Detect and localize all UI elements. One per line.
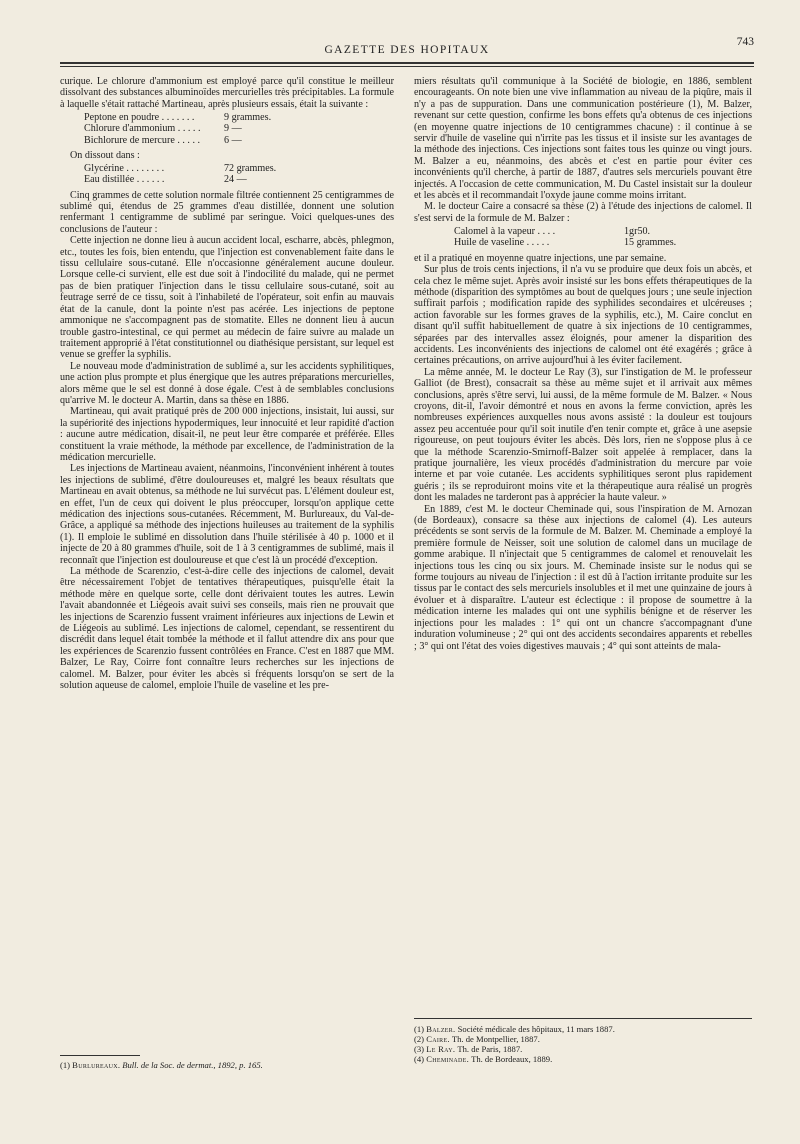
footnote-ref: Bull. de la Soc. de dermat., 1892, p. 165. [122,1060,263,1070]
formula-line [414,237,752,248]
footnote-number: (1) [414,1024,425,1034]
ingredient: Calomel à la vapeur . . . . [454,226,556,238]
footnote: (1) Burlureaux. Bull. de la Soc. de dermat., 1892, p. 165. [60,1060,263,1070]
footnote-number: (4) [414,1054,425,1064]
footnote-rule [60,1055,140,1056]
formula-solvent [60,163,394,185]
right-column [414,76,752,652]
ingredient: Eau distillée . . . . . . [84,174,165,186]
paragraph: M. le docteur Caire a consacré sa thèse (2) à l'étude des injections de calomel. Il s'est servi de la formule de M. Balzer : [414,201,752,224]
paragraph: On dissout dans : [70,149,140,161]
quantity: 9 grammes. [224,112,272,124]
formula-line [60,123,394,134]
paragraph: miers résultats qu'il communique à la Société de biologie, en 1886, semblent encourageants. On note bien une vive inflammation au niveau de la piqûre, mais il n'y a pas de suppuration. Dans une communication postérieure (1), M. Balzer, revenant sur cette question, confirme les bons effets qu'a obtenus de ces injections (en moyenne quatre injections de 10 centigrammes chacune) : il continue à se servir d'huile de vaseline qui n'irrite pas les tissus et il insiste sur les avantages de la méthode des injections. Ces injections sont faites tous les quinze ou vingt jours. M. Balzer a eu, néanmoins, des abcès et c'est en partie pour éviter ces inconvénients qu'il cherche, à partir de 1887, d'autres sels mercuriels pouvant être injectés. A l'occasion de cette communication, M. Du Castel insistait sur la douleur et les abcès et il recommandait l'oxyde jaune comme moins irritant. [414,76,752,202]
ingredient: Bichlorure de mercure . . . . . [84,134,201,146]
footnote [414,1044,752,1054]
left-column [60,76,394,692]
paragraph: Cette injection ne donne lieu à aucun accident local, escharre, abcès, phlegmon, etc., toutes les fois, bien entendu, que l'injection est convenablement faite dans le tissu cellulaire sous-cutané. Elle n'occasionne généralement aucune douleur. Lorsque celle-ci survient, elle est due soit à l'indocilité du malade, qui ne permet pas de bien pratiquer l'injection dans le tissu cellulaire sous-cutané, soit au feutrage serré de ce tissu, soit à l'inhabileté de l'opérateur, soit enfin au mauvais état de la canule, dont la pointe n'est pas acérée. Les injections de peptone ammonique ne s'accompagnent pas de stomatite. Elles ne donnent lieu à aucun trouble gastro-intestinal, ce qui permet au médecin de faire suivre au malade un traitement approprié à l'état constitutionnel ou diathésique persistant, sur lequel est venue se greffer la syphilis. [60,235,394,361]
paragraph: Les injections de Martineau avaient, néanmoins, l'inconvénient inhérent à toutes les injections de sublimé, d'être douloureuses et, malgré les beaux résultats que Martineau en avait obtenus, sa méthode ne lui survécut pas. L'élément douleur est, en effet, l'un de ceux qui doivent le plus préoccuper, lorsqu'on applique cette médication des injections sous-cutanées. Récemment, M. Burlureaux, du Val-de-Grâce, a appliqué sa méthode des injections huileuses au traitement de la syphilis (1). Il emploie le sublimé en dissolution dans l'huile stérilisée à 40 p. 1000 et il injecte de 20 à 80 grammes d'huile, soit de 1 à 3 centigrammes de sublimé, mais il reconnaît que l'injection est douloureuse et que c'est là un procédé d'exception. [60,463,394,566]
footnote-ref: Th. de Paris, 1887. [457,1044,523,1054]
footnote-author: Le Ray. [426,1044,456,1054]
footnote-ref: Th. de Bordeaux, 1889. [471,1054,553,1064]
ingredient: Huile de vaseline . . . . . [454,237,550,249]
header-rule [60,62,754,64]
formula-line [414,226,752,237]
footnote-ref: Société médicale des hôpitaux, 11 mars 1887. [457,1024,615,1034]
quantity: 6 — [224,134,242,146]
page-header [60,36,754,64]
paragraph: Sur plus de trois cents injections, il n'a vu se produire que deux fois un abcès, et cela chez le même sujet. Après avoir insisté sur les bons effets thérapeutiques de la méthode (disparition des symptômes au bout de quelques jours ; une seule injection suffirait parfois ; modification rapide des syphilides secondaires et ulcéreuses ; action favorable sur les formes graves de la syphilis, etc.), M. Caire conclut en disant qu'il suffit habituellement de quatre à six injections de 10 centigrammes, séparées par des intervalles assez éloignés, pour amener la disparition des accidents. Les inconvénients des injections de calomel ont été exagérés ; grâce à certaines précautions, on arrive aujourd'hui à les éviter facilement. [414,264,752,367]
footnote-rule [414,1018,752,1019]
quantity: 24 — [224,174,247,186]
formula-balzer [414,226,752,248]
footnote-author: Balzer. [426,1024,456,1034]
formula-line [60,174,394,185]
formula-line [60,112,394,123]
formula-martineau [60,112,394,146]
footnote [414,1024,752,1034]
ingredient: Chlorure d'ammonium . . . . . [84,123,201,135]
paragraph: curique. Le chlorure d'ammonium est employé parce qu'il constitue le meilleur dissolvant des substances albuminoïdes mercurielles très précipitables. La formule à laquelle s'était rattaché Martineau, après plusieurs essais, était la suivante : [60,76,394,110]
quantity: 15 grammes. [624,237,677,249]
footnote-author: Cheminade. [426,1054,470,1064]
running-title: GAZETTE DES HOPITAUX [324,44,490,56]
ingredient: Glycérine . . . . . . . . [84,163,165,175]
paragraph: La méthode de Scarenzio, c'est-à-dire celle des injections de calomel, devait être nécessairement l'objet de tentatives thérapeutiques, puisqu'elle était la méthode mère en quelque sorte, celle dont dérivaient toutes les autres. Lewin l'avait abandonnée et Liégeois avait suivi ses conseils, mais rien ne prouvait que les injections de Scarenzio fussent vraiment inférieures aux injections de Lewin et de Liégeois au sublimé. Les injections de calomel, cependant, se ressentirent du discrédit dans lequel était tombée la méthode et il fallut attendre dix ans pour que les expériences de Scarenzio fussent contrôlées en France. C'est en 1887 que MM. Balzer, Le Ray, Coirre font connaître leurs recherches sur les injections de calomel. M. Balzer, pour éviter les abcès si fréquents lorsqu'on se sert de la solution aqueuse de calomel, emploie l'huile de vaseline et les pre- [60,566,394,692]
page-number: 743 [736,36,754,48]
footnote-ref: Th. de Montpellier, 1887. [451,1034,540,1044]
paragraph: Le nouveau mode d'administration de sublimé a, sur les accidents syphilitiques, une action plus prompte et plus énergique que les autres préparations mercurielles, alors même que le sel est donné à dose égale. C'est à de semblables conclusions qu'arrive M. le docteur A. Martin, dans sa thèse en 1886. [60,360,394,406]
footnote [414,1054,752,1064]
header-rule-thin [60,66,754,67]
formula-line [60,163,394,174]
formula-line [60,135,394,146]
paragraph: Martineau, qui avait pratiqué près de 200 000 injections, insistait, lui aussi, sur la supériorité des injections hypodermiques, leur innocuité et leur rapidité d'action : aucune autre médication, disait-il, ne peut leur être comparée et préférée. Elles constituent la vraie méthode, la méthode par excellence, de l'administration de la médication mercurielle. [60,406,394,463]
paragraph: Cinq grammes de cette solution normale filtrée contiennent 25 centigrammes de sublimé qui, étendus de 25 grammes d'eau distillée, donnent une solution renfermant 1 centigramme de sublimé par seringue. Voici quelques-unes des conclusions de l'auteur : [60,189,394,235]
footnotes-left [60,1055,394,1070]
footnote-number: (3) [414,1044,425,1054]
quantity: 72 grammes. [224,163,277,175]
footnote-number: (2) [414,1034,425,1044]
paragraph: En 1889, c'est M. le docteur Cheminade qui, sous l'inspiration de M. Arnozan (de Bordeaux), consacre sa thèse aux injections de calomel (4). Les auteurs précédents se sont servis de la formule de M. Balzer. M. Cheminade a employé la première formule de Neisser, soit une solution de calomel dans un mucilage de gomme arabique. Il n'injectait que 5 centigrammes de calomel et renouvelait les injections tous les cinq ou six jours. M. Cheminade insiste sur le nodus qui se forme toujours au niveau de l'injection : il est dû à l'action irritante produite sur les tissus par le contact des sels mercuriels insolubles et il met une quinzaine de jours à évoluer et à disparaître. L'auteur est éclectique : il propose de soumettre à la médication interne les malades qui ont une syphilis bénigne et de réserver les injections pour les malades : 1° qui ont un chancre s'accompagnant d'une induration volumineuse ; 2° qui ont des accidents secondaires apparents et rebelles ; 3° qui ont l'état des voies digestives mauvais ; 4° qui sont atteints de mala- [414,503,752,652]
paragraph: La même année, M. le docteur Le Ray (3), sur l'instigation de M. le professeur Galliot (de Brest), consacrait sa thèse au même sujet et il arrivait aux mêmes conclusions, après s'être servi, lui aussi, de la même formule de M. Balzer. « Nous croyons, dit-il, l'avoir démontré et nous en avons la ferme conviction, après les nombreuses expériences auxquelles nous avons assisté : la douleur est toujours assez peu accentuée pour qu'il soit inutile d'en tenir compte et, grâce à une asepsie rigoureuse, on peut toujours éviter les abcès. Dès lors, rien ne s'oppose plus à ce que la méthode Scarenzio-Smirnoff-Balzer soit appelée à remplacer, dans la pratique journalière, les vieux procédés d'administration du mercure par voie interne et par voie cutanée. Les accidents syphilitiques seront plus rapidement guéris ; ils se reproduiront moins vite et la thérapeutique aura réalisé un progrès dont les malades ne tarderont pas à apprécier la haute valeur. » [414,366,752,504]
quantity: 1gr50. [624,226,651,238]
footnote [414,1034,752,1044]
paragraph: et il a pratiqué en moyenne quatre injections, une par semaine. [414,252,667,264]
footnote-author: Burlureaux [72,1060,118,1070]
ingredient: Peptone en poudre . . . . . . . [84,112,195,124]
footnote-author: Caire. [426,1034,450,1044]
quantity: 9 — [224,123,242,135]
footnotes-right [414,1018,752,1064]
